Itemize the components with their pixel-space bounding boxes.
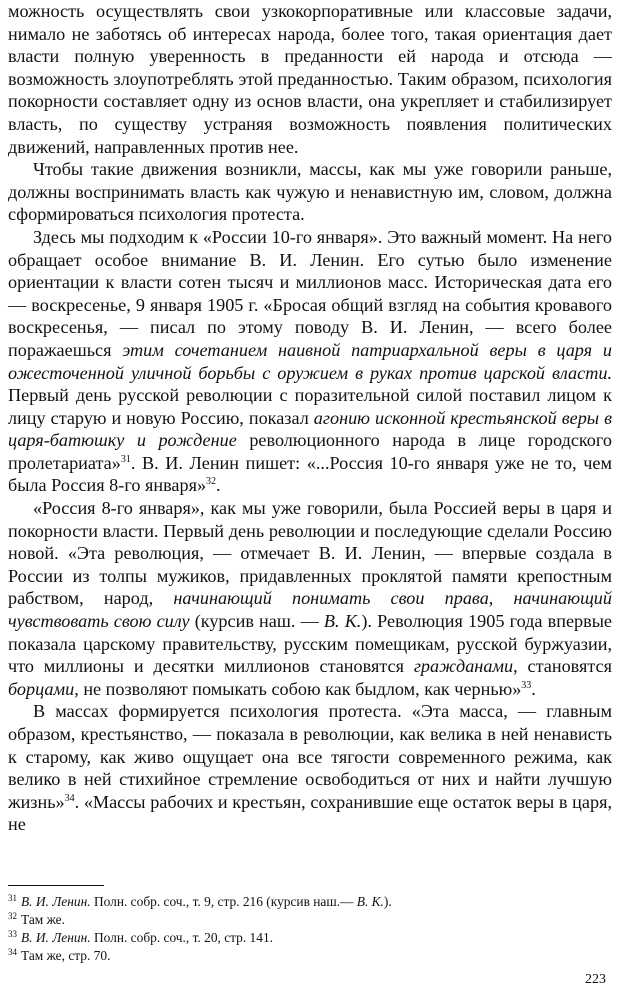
- paragraph-italic: начинающий понимать свои права, начинающий чувствовать свою силу: [8, 588, 612, 632]
- footnote-ref: 31: [120, 453, 131, 465]
- footnote-italic: В. К.: [356, 894, 384, 909]
- page-number: 223: [585, 972, 606, 987]
- paragraph: [8, 497, 612, 700]
- paragraph-text: можность осуществлять свои узкокорпоративные или классовые задачи, нимало не заботясь об интересах народа, более того, такая ориентация дает власти полную уверенность в преданности ей народа и отсюда — возможность злоупотреблять этой преданностью. Таким образом, психология покорности составляет одну из основ власти, она укрепляет и стабилизирует власть, по существу устраняя возможность появления политических движений, направленных против нее.: [8, 1, 612, 157]
- paragraph-text: . В. И. Ленин пишет: «...Россия 10-го января уже не то, чем была Россия 8-го января»: [8, 452, 612, 496]
- body-text: [8, 0, 612, 836]
- paragraph-text: . «Массы рабочих и крестьян, сохранившие еще остаток веры в царя, не: [8, 791, 612, 835]
- paragraph-text: ). Революция 1905 года впервые показала царскому правительству, русским помещикам, русской буржуазии, что миллионы и десятки миллионов становятся: [8, 611, 612, 677]
- paragraph-text: В массах формируется психология протеста. «Эта масса, — главным образом, крестьянство, — показала в революции, как велика в ней ненависть к старому, как живо ощущает она все тягости современного режима, как велико в ней стихийное стремление освободиться от них и найти лучшую жизнь»: [8, 701, 612, 812]
- footnote-number: 34: [8, 946, 17, 957]
- paragraph-text: , становятся: [513, 656, 612, 677]
- paragraph-text: Первый день русской революции с поразительной силой поставил лицом к лицу старую и новую Россию, показал: [8, 385, 612, 428]
- paragraph-text: (курсив наш. —: [189, 611, 324, 632]
- footnote-ref: 32: [206, 476, 217, 488]
- footnote: [8, 911, 612, 929]
- paragraph: [8, 0, 612, 158]
- footnote-text: Там же.: [21, 912, 65, 927]
- footnote-text: Полн. собр. соч., т. 9, стр. 216 (курсив наш.—: [90, 894, 357, 909]
- footnote: [8, 947, 612, 965]
- paragraph-text: «Россия 8-го января», как мы уже говорили, была Россией веры в царя и покорности власти. Первый день революции и последующие сделали Россию новой. «Эта революция, — отмечает В. И. Ленин, — впервые создала в России из толпы мужиков, придавленных проклятой памяти крепостным рабством, народ,: [8, 498, 612, 609]
- footnote-text: Полн. собр. соч., т. 20, стр. 141.: [90, 930, 273, 945]
- paragraph-text: .: [216, 475, 221, 496]
- footnote-number: 32: [8, 910, 17, 921]
- footnote-number: 31: [8, 892, 17, 903]
- footnotes: [8, 893, 612, 965]
- footnote-text: ).: [383, 894, 392, 909]
- paragraph-text: Чтобы такие движения возникли, массы, как мы уже говорили раньше, должны воспринимать власть как чужую и ненавистную им, словом, должна сформироваться психология протеста.: [8, 159, 612, 225]
- paragraph: [8, 158, 612, 226]
- footnote-italic: В. И. Ленин.: [21, 930, 91, 945]
- paragraph-italic: В. К.: [323, 611, 362, 632]
- paragraph-text: революционного народа в лице городского пролетариата»: [8, 430, 612, 473]
- paragraph-italic: борцами: [8, 678, 75, 699]
- paragraph-text: , не позволяют помыкать собою как быдлом, как чернью»: [74, 678, 522, 699]
- footnote-number: 33: [8, 928, 17, 939]
- footnote-text: Там же, стр. 70.: [21, 948, 111, 963]
- footnote-italic: В. И. Ленин.: [21, 894, 91, 909]
- footnote: [8, 929, 612, 947]
- footnote-divider: [8, 885, 104, 886]
- paragraph: [8, 700, 612, 836]
- footnote-ref: 34: [64, 792, 75, 804]
- paragraph-italic: гражданами: [413, 656, 514, 677]
- paragraph-text: .: [531, 678, 536, 699]
- footnote: [8, 893, 612, 911]
- footnote-ref: 33: [521, 679, 532, 691]
- paragraph-italic: агонию исконной крестьянской веры в царя-батюшку и рождение: [8, 407, 612, 451]
- paragraph-italic: этим сочетанием наивной патриархальной веры в царя и ожесточенной уличной борьбы с оружием в руках против царской власти.: [8, 339, 612, 383]
- paragraph-text: Здесь мы подходим к «России 10-го января». Это важный момент. На него обращает особое внимание В. И. Ленин. Его сутью было изменение ориентации к власти сотен тысяч и миллионов масс. Историческая дата его — воскресенье, 9 января 1905 г. «Бросая общий взгляд на события кровавого воскресенья, — писал по этому поводу В. И. Ленин, — всего более поражаешься: [8, 226, 612, 360]
- paragraph: [8, 226, 612, 497]
